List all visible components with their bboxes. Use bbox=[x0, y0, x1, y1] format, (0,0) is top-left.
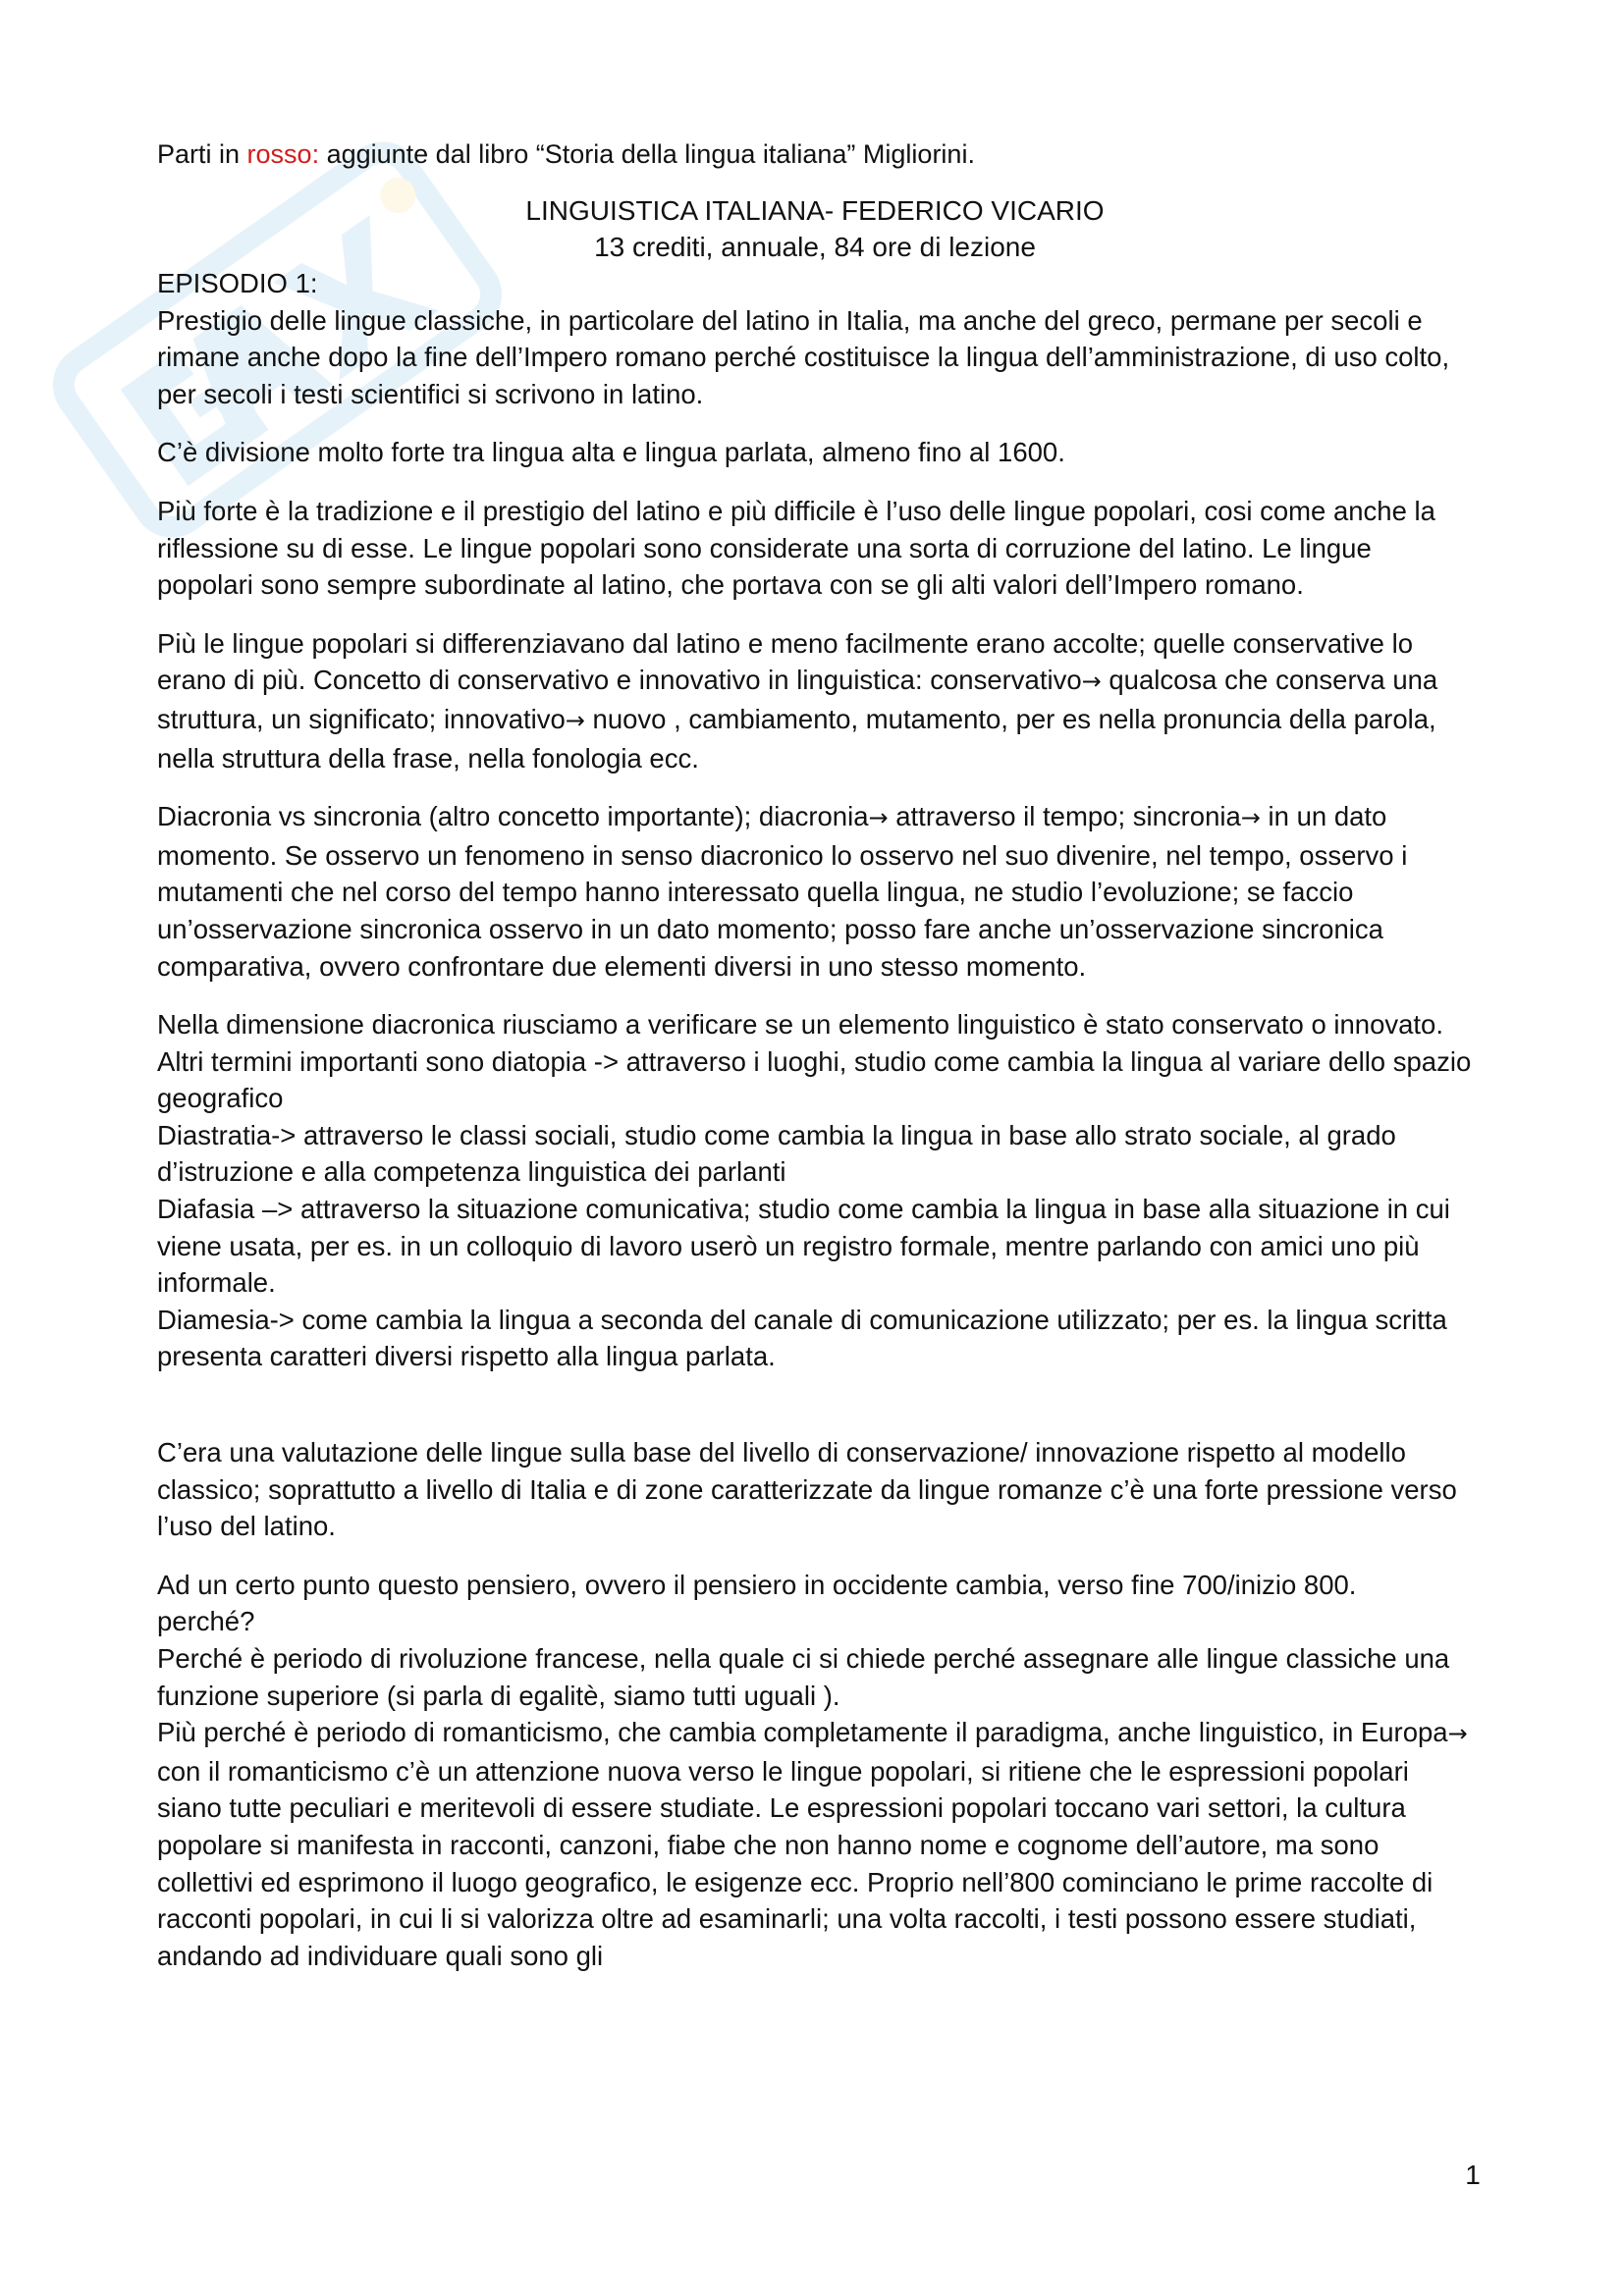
paragraph-text: qualcosa che conserva una struttura, un significato; innovativo bbox=[157, 665, 1438, 734]
legend-rest: aggiunte dal libro “Storia della lingua italiana” Migliorini. bbox=[319, 139, 975, 169]
paragraph: Più forte è la tradizione e il prestigio del latino e più difficile è l’uso delle lingue popolari, cosi come anche la riflessione su di esse. Le lingue popolari sono considerate una sorta di corruzione del latino. Le lingue popolari sono sempre subordinate al latino, che portava con se gli alti valori dell’Impero romano. bbox=[157, 495, 1435, 601]
legend-red-word: rosso: bbox=[246, 139, 320, 169]
page-number: 1 bbox=[1465, 2160, 1481, 2190]
paragraph: Prestigio delle lingue classiche, in particolare del latino in Italia, ma anche del greco, permane per secoli e rimane anche dopo la fine dell’Impero romano perché costituisce la lingua dell’amministrazione, di uso colto, per secoli i testi scientifici si scrivono in latino. bbox=[157, 304, 1450, 409]
right-arrow-icon: → bbox=[565, 706, 585, 734]
right-arrow-icon: → bbox=[868, 804, 889, 832]
legend-prefix: Parti in bbox=[157, 139, 247, 169]
right-arrow-icon: → bbox=[1447, 1720, 1468, 1748]
document-body bbox=[157, 265, 1473, 1974]
paragraph: Altri termini importanti sono diatopia -> attraverso i luoghi, studio come cambia la lingua al variare dello spazio geografico bbox=[157, 1045, 1472, 1114]
right-arrow-icon: → bbox=[1240, 804, 1261, 832]
paragraph bbox=[157, 1714, 1473, 1974]
paragraph: Ad un certo punto questo pensiero, ovvero il pensiero in occidente cambia, verso fine 700/inizio 800. bbox=[157, 1569, 1357, 1600]
paragraph: Diamesia-> come cambia la lingua a seconda del canale di comunicazione utilizzato; per es. la lingua scritta presenta caratteri diversi rispetto alla lingua parlata. bbox=[157, 1304, 1447, 1372]
paragraph-text: attraverso il tempo; sincronia bbox=[888, 801, 1241, 832]
paragraph: Nella dimensione diacronica riusciamo a verificare se un elemento linguistico è stato conservato o innovato. bbox=[157, 1009, 1443, 1041]
paragraph-text: Diacronia vs sincronia (altro concetto importante); diacronia bbox=[157, 801, 869, 832]
paragraph: C’è divisione molto forte tra lingua alta e lingua parlata, almeno fino al 1600. bbox=[157, 437, 1065, 468]
paragraph bbox=[157, 798, 1473, 985]
paragraph-text: Più le lingue popolari si differenziavano dal latino e meno facilmente erano accolte; quelle conservative lo erano di più. Concetto di conservativo e innovativo in linguistica: conservativo bbox=[157, 627, 1414, 696]
document-title: LINGUISTICA ITALIANA- FEDERICO VICARIO bbox=[525, 195, 1105, 226]
paragraph: C’era una valutazione delle lingue sulla base del livello di conservazione/ innovazione rispetto al modello classico; soprattutto a livello di Italia e di zone caratterizzate da lingue romanze c’è una forte pressione verso l’uso del latino. bbox=[157, 1437, 1457, 1542]
legend-note bbox=[157, 135, 1473, 173]
paragraph-text: nuovo , cambiamento, mutamento, per es nella pronuncia della parola, nella struttura della frase, nella fonologia ecc. bbox=[157, 703, 1436, 774]
paragraph-text: con il romanticismo c’è un attenzione nuova verso le lingue popolari, si ritiene che le espressioni popolari siano tutte peculiari e meritevoli di essere studiate. Le espressioni popolari toccano vari settori, la cultura popolare si manifesta in racconti, canzoni, fiabe che non hanno nome e cognome dell’autore, ma sono collettivi ed esprimono il luogo geografico, le esigenze ecc. Proprio nell’800 cominciano le prime raccolte di racconti popolari, in cui li si valorizza oltre ad esaminarli; una volta raccolti, i testi possono essere studiati, andando ad individuare quali sono gli bbox=[157, 1755, 1434, 1971]
paragraph: perché? bbox=[157, 1606, 255, 1637]
document-subtitle: 13 crediti, annuale, 84 ore di lezione bbox=[594, 232, 1036, 262]
paragraph: Diastratia-> attraverso le classi sociali, studio come cambia la lingua in base allo strato sociale, al grado d’istruzione e alla competenza linguistica dei parlanti bbox=[157, 1119, 1396, 1188]
right-arrow-icon: → bbox=[1081, 667, 1102, 696]
paragraph: Diafasia –> attraverso la situazione comunicativa; studio come cambia la lingua in base alla situazione in cui viene usata, per es. in un colloquio di lavoro userò un registro formale, mentre parlando con amici uno più informale. bbox=[157, 1194, 1450, 1299]
paragraph-text: Più perché è periodo di romanticismo, che cambia completamente il paradigma, anche linguistico, in Europa bbox=[157, 1717, 1448, 1748]
paragraph bbox=[157, 625, 1473, 776]
episode-heading: EPISODIO 1: bbox=[157, 268, 318, 298]
document-title-block bbox=[157, 192, 1473, 265]
paragraph-text: in un dato momento. Se osservo un fenomeno in senso diacronico lo osservo nel suo divenire, nel tempo, osservo i mutamenti che nel corso del tempo hanno interessato quella lingua, ne studio l’evoluzione; se faccio un’osservazione sincronica osservo in un dato momento; posso fare anche un’osservazione sincronica comparativa, ovvero confrontare due elementi diversi in uno stesso momento. bbox=[157, 801, 1408, 982]
paragraph: Perché è periodo di rivoluzione francese, nella quale ci si chiede perché assegnare alle lingue classiche una funzione superiore (si parla di egalitè, siamo tutti uguali ). bbox=[157, 1643, 1450, 1711]
